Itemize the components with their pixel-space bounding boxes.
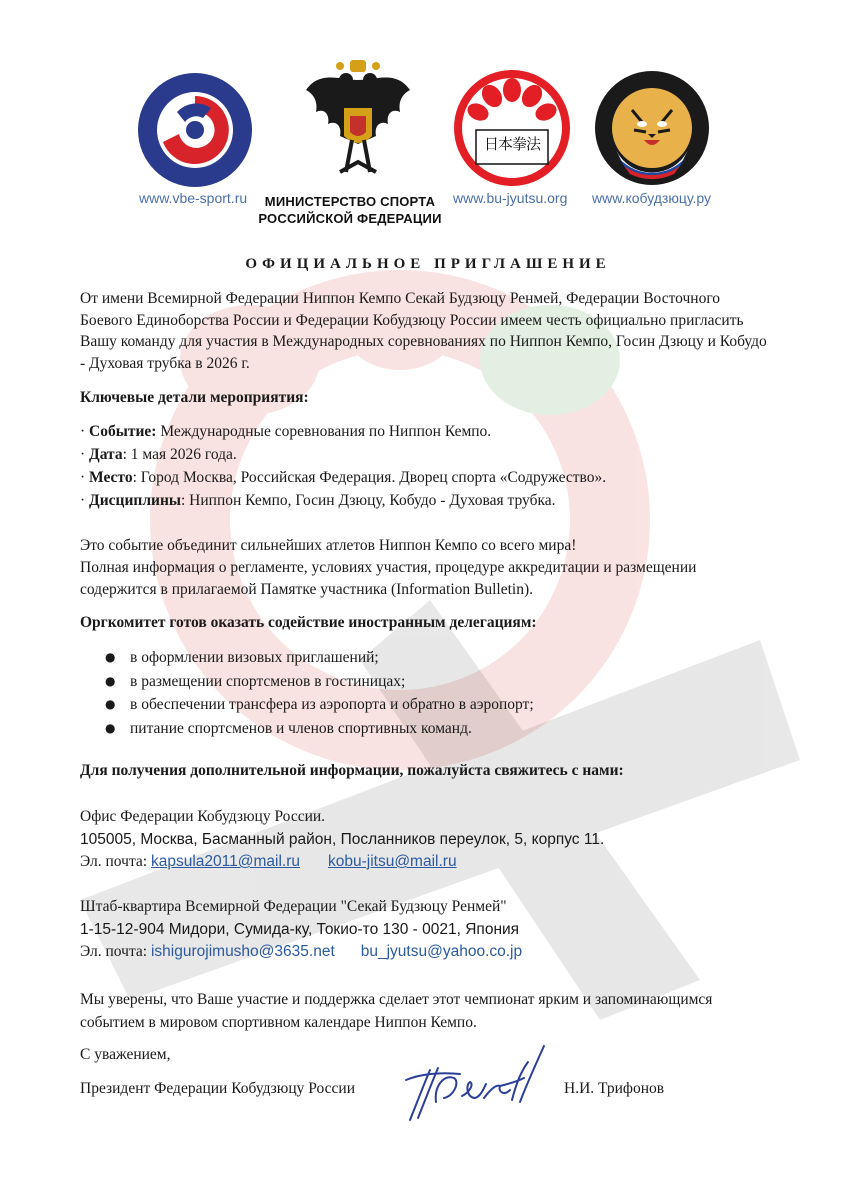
page-title: ОФИЦИАЛЬНОЕ ПРИГЛАШЕНИЕ bbox=[245, 256, 611, 272]
key-details-heading: Ключевые детали мероприятия: bbox=[80, 389, 309, 406]
bullet-icon: ● bbox=[105, 697, 116, 711]
regards-text: С уважением, bbox=[80, 1046, 171, 1063]
info-line: содержится в прилагаемой Памятке участника (Information Bulletin). bbox=[80, 581, 533, 598]
email-link-bu-jyutsu[interactable]: bu_jyutsu@yahoo.co.jp bbox=[360, 943, 523, 960]
support-list bbox=[105, 646, 785, 740]
key-detail-item bbox=[80, 420, 800, 443]
bu-jyutsu-url-link[interactable]: www.bu-jyutsu.org bbox=[453, 190, 568, 206]
bullet-dot: · bbox=[80, 492, 86, 509]
vbe-logo bbox=[137, 72, 253, 188]
office2-address-text: 1-15-12-904 Мидори, Сумида-ку, Токио-то 130 - 0021, Япония bbox=[80, 921, 520, 938]
intro-line: - Духовая трубка в 2026 г. bbox=[80, 354, 250, 372]
key-detail-label: Событие: bbox=[89, 423, 157, 440]
intro-line: От имени Всемирной Федерации Ниппон Кемпо Секай Будзюцу Ренмей, Федерации Восточного bbox=[80, 290, 721, 307]
support-item-text: в размещении спортсменов в гостиницах; bbox=[130, 672, 406, 690]
bullet-icon: ● bbox=[105, 720, 116, 735]
handwritten-signature bbox=[400, 1040, 565, 1125]
bullet-icon: ● bbox=[105, 650, 116, 664]
key-detail-value: : 1 мая 2026 года. bbox=[122, 446, 237, 463]
info-paragraph bbox=[80, 535, 800, 601]
key-detail-label: Дата bbox=[89, 446, 123, 463]
support-item-text: в обеспечении трансфера из аэропорта и обратно в аэропорт; bbox=[130, 696, 534, 713]
closing-line: событием в мировом спортивном календаре Ниппон Кемпо. bbox=[80, 1014, 477, 1031]
signature-position: Президент Федерации Кобудзюцу России bbox=[80, 1080, 356, 1097]
bullet-dot: · bbox=[80, 469, 86, 486]
support-heading: Оргкомитет готов оказать содействие иностранным делегациям: bbox=[80, 614, 537, 631]
key-detail-value: : Город Москва, Российская Федерация. Дворец спорта «Содружество». bbox=[132, 469, 607, 486]
closing-paragraph bbox=[80, 988, 800, 1034]
support-item-text: питание спортсменов и членов спортивных команд. bbox=[130, 719, 472, 737]
signatory-name: Н.И. Трифонов bbox=[564, 1080, 665, 1097]
intro-line: Боевого Единоборства России и Федерации Кобудзюцу России имеем честь официально пригласить bbox=[80, 311, 744, 329]
vbe-url-link[interactable]: www.vbe-sport.ru bbox=[139, 190, 248, 206]
key-detail-item bbox=[80, 443, 800, 466]
bullet-dot: · bbox=[80, 423, 86, 440]
list-item bbox=[105, 646, 785, 670]
key-detail-value: Международные соревнования по Ниппон Кемпо. bbox=[156, 423, 492, 440]
kobudzucu-url-link[interactable]: www.кобудзюцу.ру bbox=[592, 190, 711, 206]
nippon-kempo-kanji: 日本拳法 bbox=[483, 135, 540, 153]
office1-address-text: 105005, Москва, Басманный район, Посланников переулок, 5, корпус 11. bbox=[80, 831, 605, 848]
nippon-kempo-logo bbox=[452, 68, 572, 188]
key-detail-label: Дисциплины bbox=[89, 492, 181, 509]
key-detail-item bbox=[80, 489, 800, 512]
bullet-dot: · bbox=[80, 446, 86, 463]
info-line: Полная информация о регламенте, условиях участия, процедуре аккредитации и размещении bbox=[80, 559, 697, 576]
contact-heading: Для получения дополнительной информации, пожалуйста свяжитесь с нами: bbox=[80, 762, 624, 779]
office1-address bbox=[80, 829, 604, 850]
email-link-ishigurojimusho[interactable]: ishigurojimusho@3635.net bbox=[150, 943, 335, 960]
key-detail-label: Место bbox=[89, 469, 133, 486]
bullet-icon: ● bbox=[105, 673, 116, 688]
ministry-caption-line1: МИНИСТЕРСТВО СПОРТА bbox=[264, 194, 436, 209]
office2-address bbox=[80, 919, 519, 940]
key-detail-item bbox=[80, 466, 800, 489]
email-link-kapsula[interactable]: kapsula2011@mail.ru bbox=[150, 853, 300, 870]
office2-name: Штаб-квартира Всемирной Федерации "Секай Будзюцу Ренмей" bbox=[80, 898, 507, 915]
email-label: Эл. почта: bbox=[80, 853, 151, 870]
kobudzucu-tiger-logo bbox=[594, 70, 710, 186]
list-item bbox=[105, 717, 785, 741]
ministry-caption-line2: РОССИЙСКОЙ ФЕДЕРАЦИИ bbox=[258, 211, 442, 226]
list-item bbox=[105, 670, 785, 694]
email-link-kobu-jitsu[interactable]: kobu-jitsu@mail.ru bbox=[327, 853, 457, 870]
closing-line: Мы уверены, что Ваше участие и поддержка сделает этот чемпионат ярким и запоминающимся bbox=[80, 991, 713, 1008]
office1-name: Офис Федерации Кобудзюцу России. bbox=[80, 808, 326, 825]
logo-row bbox=[0, 60, 856, 230]
intro-line: Вашу команду для участия в Международных соревнованиях по Ниппон Кемпо, Госин Дзюцу и Кобудо bbox=[80, 333, 767, 350]
email-label: Эл. почта: bbox=[80, 943, 151, 960]
key-details-list bbox=[80, 420, 800, 512]
key-detail-value: : Ниппон Кемпо, Госин Дзюцу, Кобудо - Духовая трубка. bbox=[180, 492, 556, 509]
support-item-text: в оформлении визовых приглашений; bbox=[130, 649, 379, 666]
intro-paragraph bbox=[80, 288, 800, 374]
ministry-eagle-emblem bbox=[300, 60, 416, 184]
list-item bbox=[105, 693, 785, 717]
ministry-caption bbox=[258, 193, 442, 227]
office1-email-row bbox=[80, 851, 457, 872]
office2-email-row bbox=[80, 941, 522, 962]
info-line: Это событие объединит сильнейших атлетов Ниппон Кемпо со всего мира! bbox=[80, 537, 577, 554]
